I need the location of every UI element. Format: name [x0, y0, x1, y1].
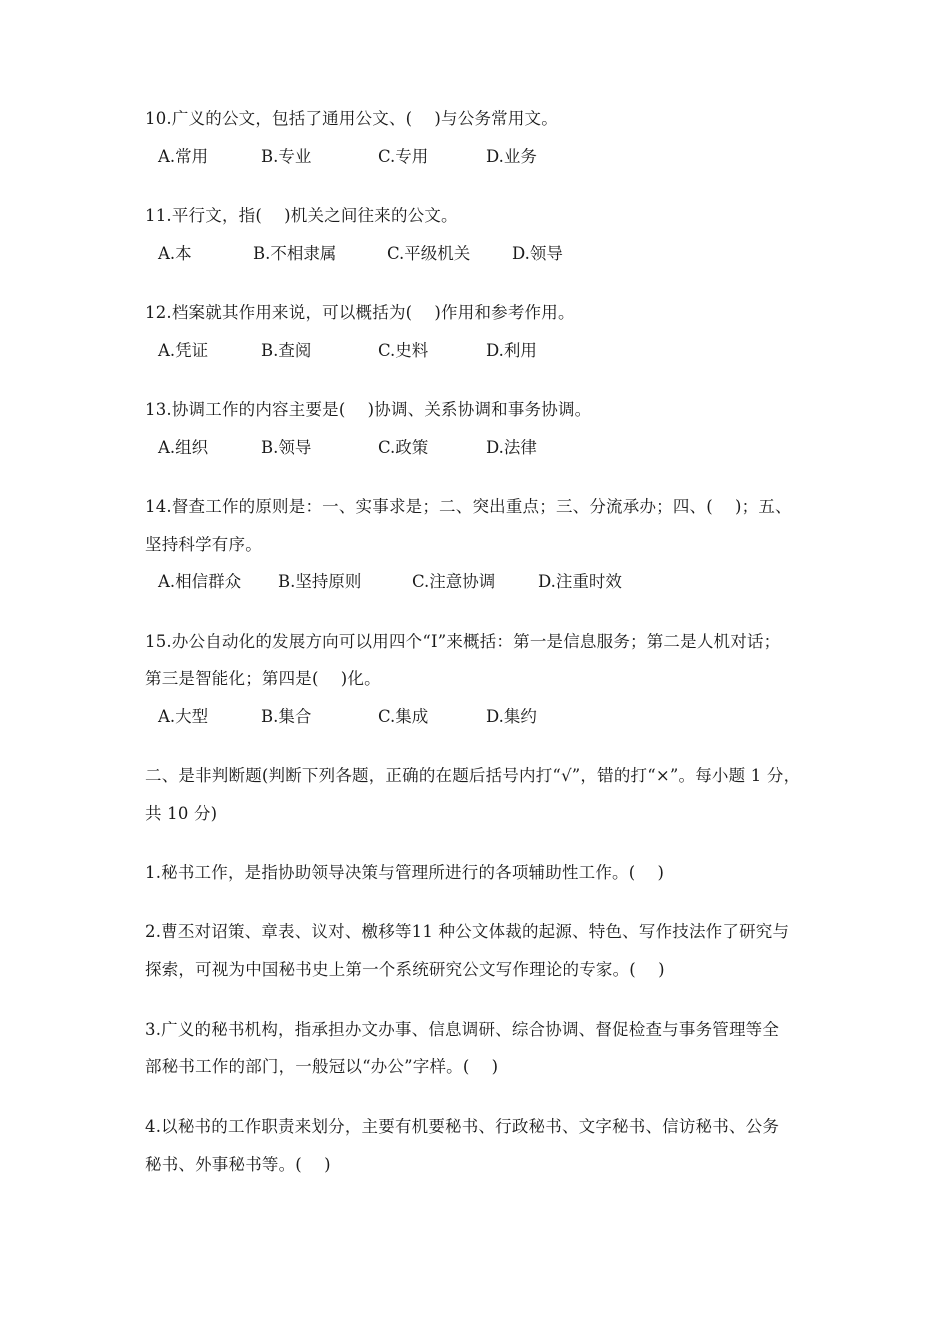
option-c: C.注意协调: [412, 572, 496, 591]
option-c: C.集成: [378, 707, 429, 726]
option-a: A.大型: [158, 707, 209, 726]
question-13-options: [158, 438, 818, 458]
option-c: C.平级机关: [387, 244, 471, 263]
question-15-options: [158, 707, 818, 727]
question-14-options: [158, 572, 818, 592]
option-d: D.业务: [486, 147, 537, 166]
judge-question-4-cont: 秘书、外事秘书等。( ): [145, 1155, 331, 1174]
option-c: C.政策: [378, 438, 429, 457]
question-11-options: [158, 244, 818, 264]
option-b: B.专业: [261, 147, 312, 166]
section-2-heading-cont: 共 10 分): [145, 804, 218, 823]
option-a: A.相信群众: [158, 572, 242, 591]
option-b: B.坚持原则: [278, 572, 362, 591]
judge-question-2: 2.曹丕对诏策、章表、议对、檄移等11 种公文体裁的起源、特色、写作技法作了研究与: [145, 922, 790, 941]
option-b: B.领导: [261, 438, 312, 457]
question-10-options: [158, 147, 818, 167]
question-15-text-cont: 第三是智能化；第四是( )化。: [145, 669, 381, 688]
option-d: D.利用: [486, 341, 537, 360]
option-b: B.查阅: [261, 341, 312, 360]
question-14-text-cont: 坚持科学有序。: [145, 535, 262, 554]
option-c: C.专用: [378, 147, 429, 166]
judge-question-4: 4.以秘书的工作职责来划分，主要有机要秘书、行政秘书、文字秘书、信访秘书、公务: [145, 1117, 780, 1136]
judge-question-1: 1.秘书工作，是指协助领导决策与管理所进行的各项辅助性工作。( ): [145, 863, 665, 882]
option-a: A.组织: [158, 438, 209, 457]
option-d: D.集约: [486, 707, 537, 726]
judge-question-3-cont: 部秘书工作的部门，一般冠以“办公”字样。( ): [145, 1057, 499, 1076]
option-d: D.领导: [512, 244, 563, 263]
section-2-heading: 二、是非判断题(判断下列各题，正确的在题后括号内打“√”，错的打“×”。每小题 1 分，: [145, 766, 801, 785]
option-b: B.集合: [261, 707, 312, 726]
option-a: A.凭证: [158, 341, 209, 360]
judge-question-2-cont: 探索，可视为中国秘书史上第一个系统研究公文写作理论的专家。( ): [145, 960, 665, 979]
question-11-text: 11.平行文，指( )机关之间往来的公文。: [145, 206, 458, 225]
option-a: A.本: [158, 244, 192, 263]
option-d: D.注重时效: [538, 572, 622, 591]
option-d: D.法律: [486, 438, 537, 457]
question-14-text: 14.督查工作的原则是：一、实事求是；二、突出重点；三、分流承办；四、( )；五、: [145, 497, 792, 516]
question-13-text: 13.协调工作的内容主要是( )协调、关系协调和事务协调。: [145, 400, 592, 419]
option-c: C.史料: [378, 341, 429, 360]
option-a: A.常用: [158, 147, 209, 166]
question-12-options: [158, 341, 818, 361]
option-b: B.不相隶属: [253, 244, 337, 263]
question-12-text: 12.档案就其作用来说，可以概括为( )作用和参考作用。: [145, 303, 575, 322]
judge-question-3: 3.广义的秘书机构，指承担办文办事、信息调研、综合协调、督促检查与事务管理等全: [145, 1020, 780, 1039]
question-15-text: 15.办公自动化的发展方向可以用四个“I”来概括：第一是信息服务；第二是人机对话；: [145, 632, 781, 651]
question-10-text: 10.广义的公文，包括了通用公文、( )与公务常用文。: [145, 109, 558, 128]
